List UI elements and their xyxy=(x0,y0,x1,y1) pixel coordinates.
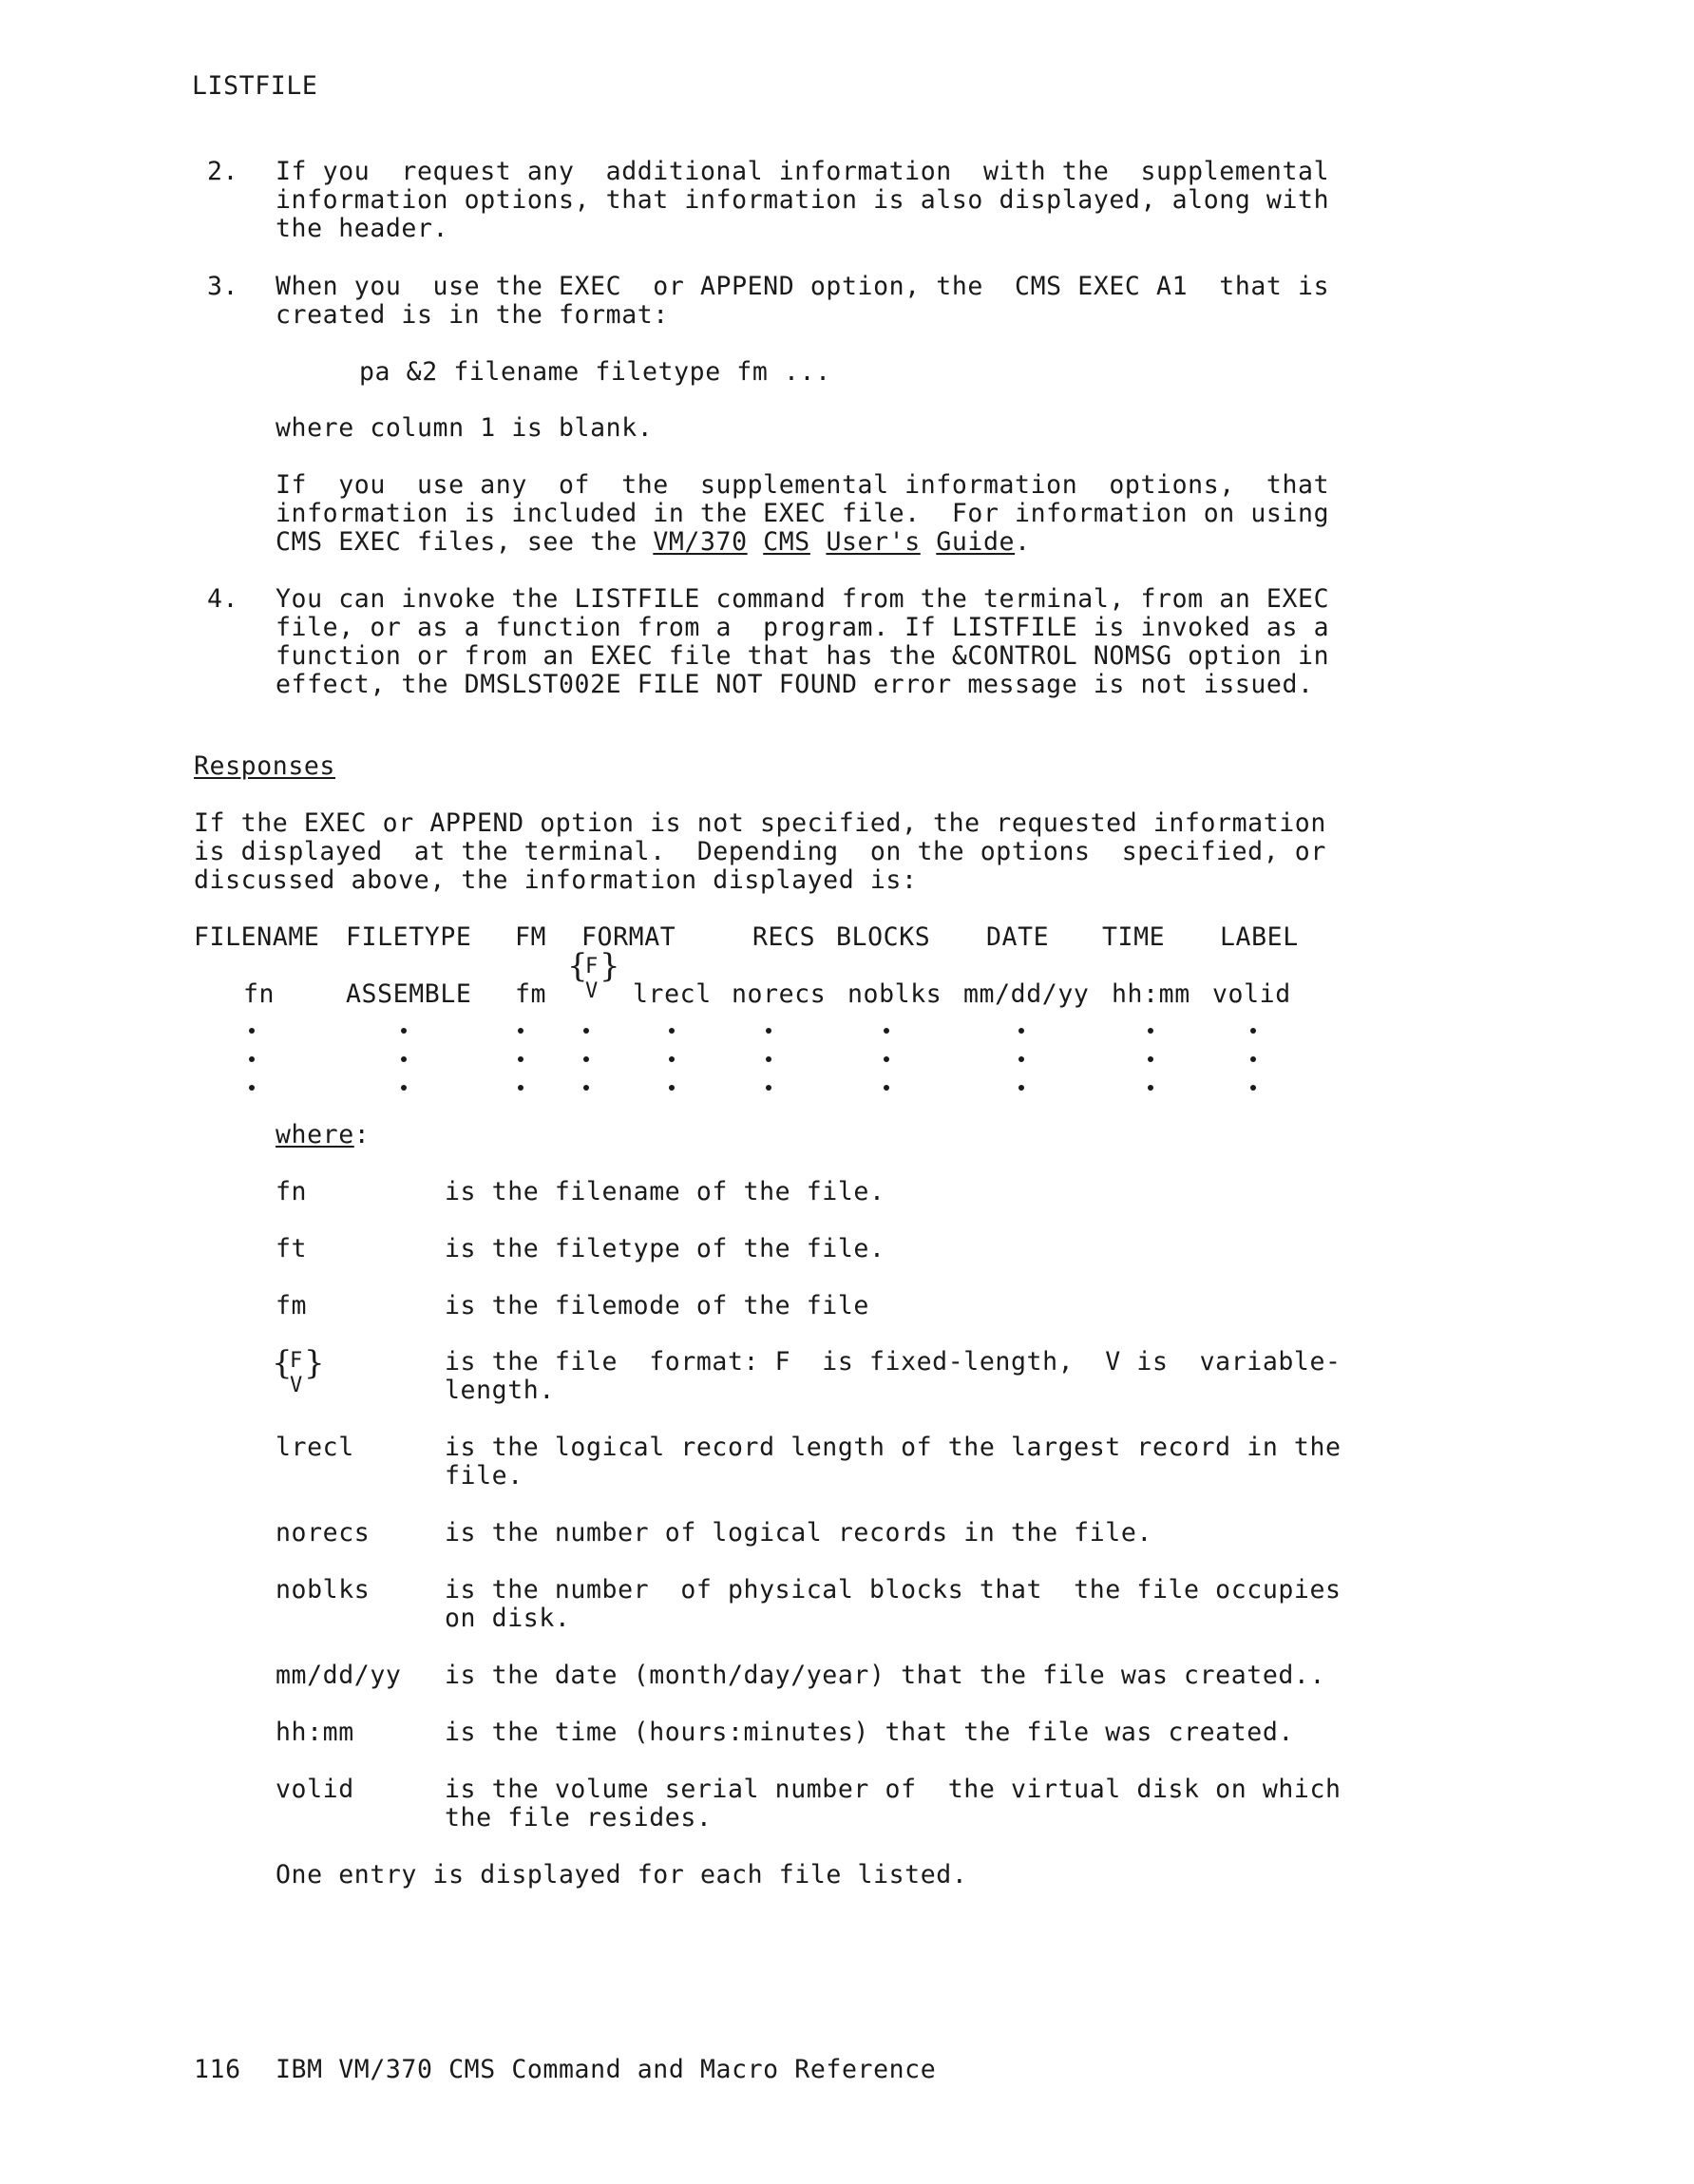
column-header: DATE xyxy=(986,922,1050,952)
definition-text: length. xyxy=(445,1376,555,1405)
note-number: 2. xyxy=(207,157,239,186)
book-title: IBM VM/370 CMS Command and Macro Reference xyxy=(276,2055,937,2084)
note-text: If you request any additional information with the supplemental xyxy=(276,157,1330,186)
note-text: information is included in the EXEC file. For information on using xyxy=(276,499,1330,528)
note-text: You can invoke the LISTFILE command from the terminal, from an EXEC xyxy=(276,584,1330,614)
column-header: LABEL xyxy=(1220,922,1299,952)
definition-text: is the filename of the file. xyxy=(445,1177,885,1206)
listing-cell: fm xyxy=(515,979,547,1009)
definition-text: file. xyxy=(445,1461,523,1491)
definition-text: is the time (hours:minutes) that the file was created. xyxy=(445,1718,1294,1747)
section-heading: Responses xyxy=(194,751,335,781)
note-text: effect, the DMSLST002E FILE NOT FOUND error message is not issued. xyxy=(276,670,1314,699)
column-header: TIME xyxy=(1102,922,1166,952)
note-text: where column 1 is blank. xyxy=(276,413,654,443)
listing-cell: noblks xyxy=(847,979,942,1009)
definition-text: is the filemode of the file xyxy=(445,1291,869,1320)
definition-text: is the date (month/day/year) that the file was created.. xyxy=(445,1661,1326,1690)
definition-text: is the logical record length of the largest record in the xyxy=(445,1433,1342,1462)
definition-text: is the number of logical records in the file. xyxy=(445,1518,1152,1548)
note-text: When you use the EXEC or APPEND option, the CMS EXEC A1 that is xyxy=(276,272,1330,301)
definition-term: fm xyxy=(276,1291,308,1320)
listing-cell: hh:mm xyxy=(1112,979,1190,1009)
column-header: RECS xyxy=(752,922,816,952)
definition-text: on disk. xyxy=(445,1604,571,1633)
note-text: the header. xyxy=(276,214,449,243)
column-header: BLOCKS xyxy=(836,922,931,952)
listing-cell: volid xyxy=(1212,979,1291,1009)
book-reference: VM/370 xyxy=(653,527,748,557)
book-reference: CMS xyxy=(763,527,810,557)
column-header: FORMAT xyxy=(581,922,676,952)
note-text: If you use any of the supplemental information options, that xyxy=(276,470,1330,500)
format-option-v: V xyxy=(585,979,599,1003)
note-text-reference xyxy=(276,528,1031,557)
definition-term: norecs xyxy=(276,1518,371,1548)
paragraph: If the EXEC or APPEND option is not specified, the requested information xyxy=(194,808,1326,838)
definition-text: is the filetype of the file. xyxy=(445,1234,885,1263)
column-header: FILETYPE xyxy=(346,922,472,952)
definition-term: noblks xyxy=(276,1575,371,1605)
left-brace: { xyxy=(567,947,588,985)
definition-term: volid xyxy=(276,1775,354,1804)
note-text: information options, that information is also displayed, along with xyxy=(276,185,1330,215)
right-brace: } xyxy=(600,947,620,985)
paragraph: discussed above, the information displayed is: xyxy=(194,865,918,895)
listing-cell: fn xyxy=(243,979,276,1009)
listing-cell: lrecl xyxy=(633,979,712,1009)
definition-term: fn xyxy=(276,1177,308,1206)
definition-text: is the file format: F is fixed-length, V is variable- xyxy=(445,1347,1342,1377)
right-brace: } xyxy=(304,1344,325,1382)
page-number: 116 xyxy=(194,2055,241,2084)
note-text: CMS EXEC files, see the xyxy=(276,527,654,557)
note-number: 3. xyxy=(207,272,239,301)
note-text: created is in the format: xyxy=(276,300,669,330)
left-brace: { xyxy=(272,1344,293,1382)
listing-cell: ASSEMBLE xyxy=(346,979,472,1009)
code-example: pa &2 filename filetype fm ... xyxy=(359,357,831,387)
definition-text: is the volume serial number of the virtual disk on which xyxy=(445,1775,1342,1804)
note-number: 4. xyxy=(207,584,239,614)
book-reference: Guide xyxy=(936,527,1016,557)
closing-sentence: One entry is displayed for each file listed. xyxy=(276,1860,968,1890)
paragraph: is displayed at the terminal. Depending on the options specified, or xyxy=(194,837,1326,866)
note-text: . xyxy=(1015,527,1031,557)
definition-text: the file resides. xyxy=(445,1803,713,1833)
format-option-f: F xyxy=(290,1349,303,1373)
definition-term: hh:mm xyxy=(276,1718,354,1747)
format-option-f: F xyxy=(585,955,599,978)
listing-cell: mm/dd/yy xyxy=(963,979,1090,1009)
definition-term: ft xyxy=(276,1234,308,1263)
format-option-v: V xyxy=(290,1374,303,1397)
column-header: FILENAME xyxy=(194,922,320,952)
listing-cell: norecs xyxy=(732,979,827,1009)
definition-text: is the number of physical blocks that the file occupies xyxy=(445,1575,1342,1605)
note-text: file, or as a function from a program. If LISTFILE is invoked as a xyxy=(276,613,1330,642)
note-text: function or from an EXEC file that has the &CONTROL NOMSG option in xyxy=(276,641,1330,671)
definition-term: mm/dd/yy xyxy=(276,1661,402,1690)
running-title: LISTFILE xyxy=(192,71,318,101)
column-header: FM xyxy=(515,922,547,952)
definition-term: lrecl xyxy=(276,1433,354,1462)
book-reference: User's xyxy=(826,527,921,557)
where-heading: where: xyxy=(276,1120,371,1149)
